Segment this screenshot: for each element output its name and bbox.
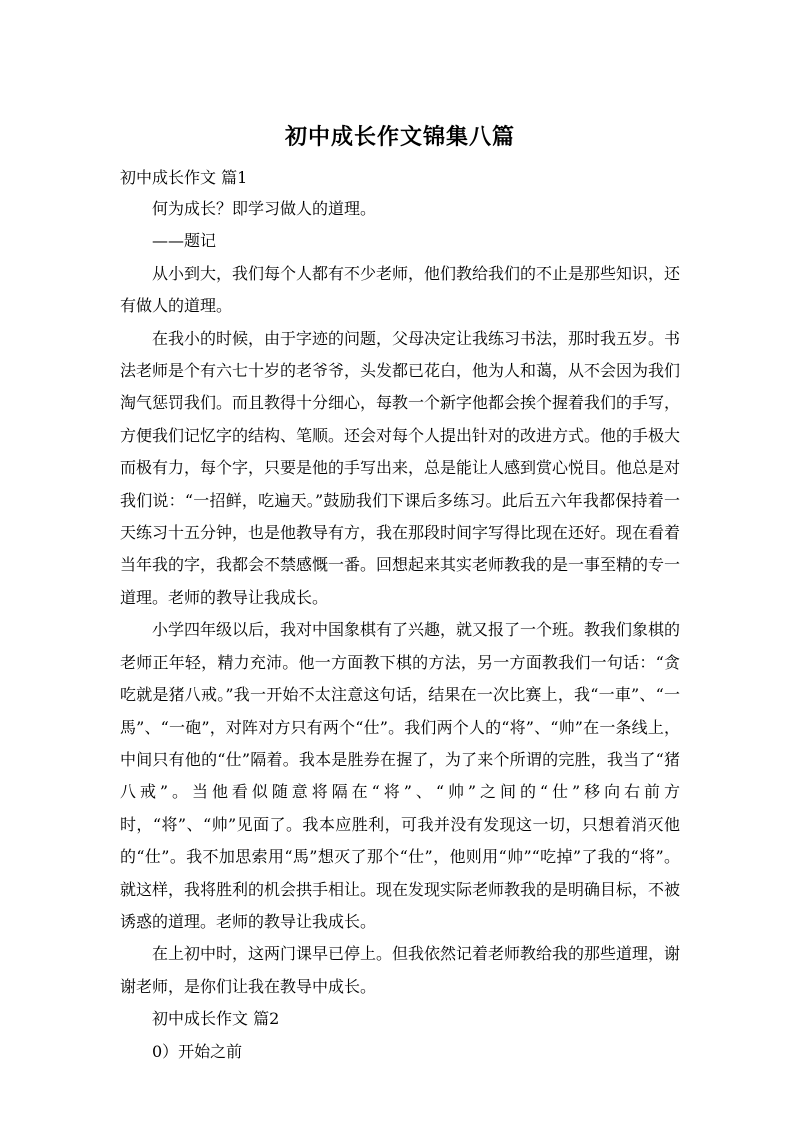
section-heading-1: 初中成长作文 篇1 xyxy=(120,168,248,187)
paragraph: 0）开始之前 xyxy=(152,1041,243,1061)
paragraph: ——题记 xyxy=(152,231,217,251)
paragraph: 小学四年级以后，我对中国象棋有了兴趣，就又报了一个班。教我们象棋的老师正年轻，精力充沛。他一方面教下棋的方法，另一方面教我们一句话：“贪吃就是猪八戒。”我一开始不太注意这句话，结果在一次比赛上，我“一車”、“一馬”、“一砲”，对阵对方只有两个“仕”。我们两个人的“将”、“帅”在一条线上，中间只有他的“仕”隔着。我本是胜券在握了，为了来个所谓的完胜，我当了“猪八戒”。当他看似随意将隔在“将”、“帅”之间的“仕”移向右前方时，“将”、“帅”见面了。我本应胜利，可我并没有发现这一切，只想着消灭他的“仕”。我不加思索用“馬”想灭了那个“仕”，他则用“帅”“吃掉”了我的“将”。就这样，我将胜利的机会拱手相让。现在发现实际老师教我的是明确目标，不被诱惑的道理。老师的教导让我成长。 xyxy=(120,620,681,931)
paragraph: 从小到大，我们每个人都有不少老师，他们教给我们的不止是那些知识，还有做人的道理。 xyxy=(120,263,681,316)
document-body xyxy=(120,193,680,1068)
section-heading-2: 初中成长作文 篇2 xyxy=(152,1009,280,1029)
paragraph: 在上初中时，这两门课早已停上。但我依然记着老师教给我的那些道理，谢谢老师，是你们让我在教导中成长。 xyxy=(120,944,681,996)
document-title: 初中成长作文锦集八篇 xyxy=(284,125,515,150)
paragraph: 何为成长？即学习做人的道理。 xyxy=(152,199,377,218)
paragraph: 在我小的时候，由于字迹的问题，父母决定让我练习书法，那时我五岁。书法老师是个有六七十岁的老爷爷，头发都已花白，他为人和蔼，从不会因为我们淘气惩罚我们。而且教得十分细心，每教一个新字他都会挨个握着我们的手写，方便我们记忆字的结构、笔顺。还会对每个人提出针对的改进方式。他的手极大而极有力，每个字，只要是他的手写出来，总是能让人感到赏心悦目。他总是对我们说：“一招鲜，吃遍天。”鼓励我们下课后多练习。此后五六年我都保持着一天练习十五分钟，也是他教导有方，我在那段时间字写得比现在还好。现在看着当年我的字，我都会不禁感慨一番。回想起来其实老师教我的是一事至精的专一道理。老师的教导让我成长。 xyxy=(120,328,681,607)
